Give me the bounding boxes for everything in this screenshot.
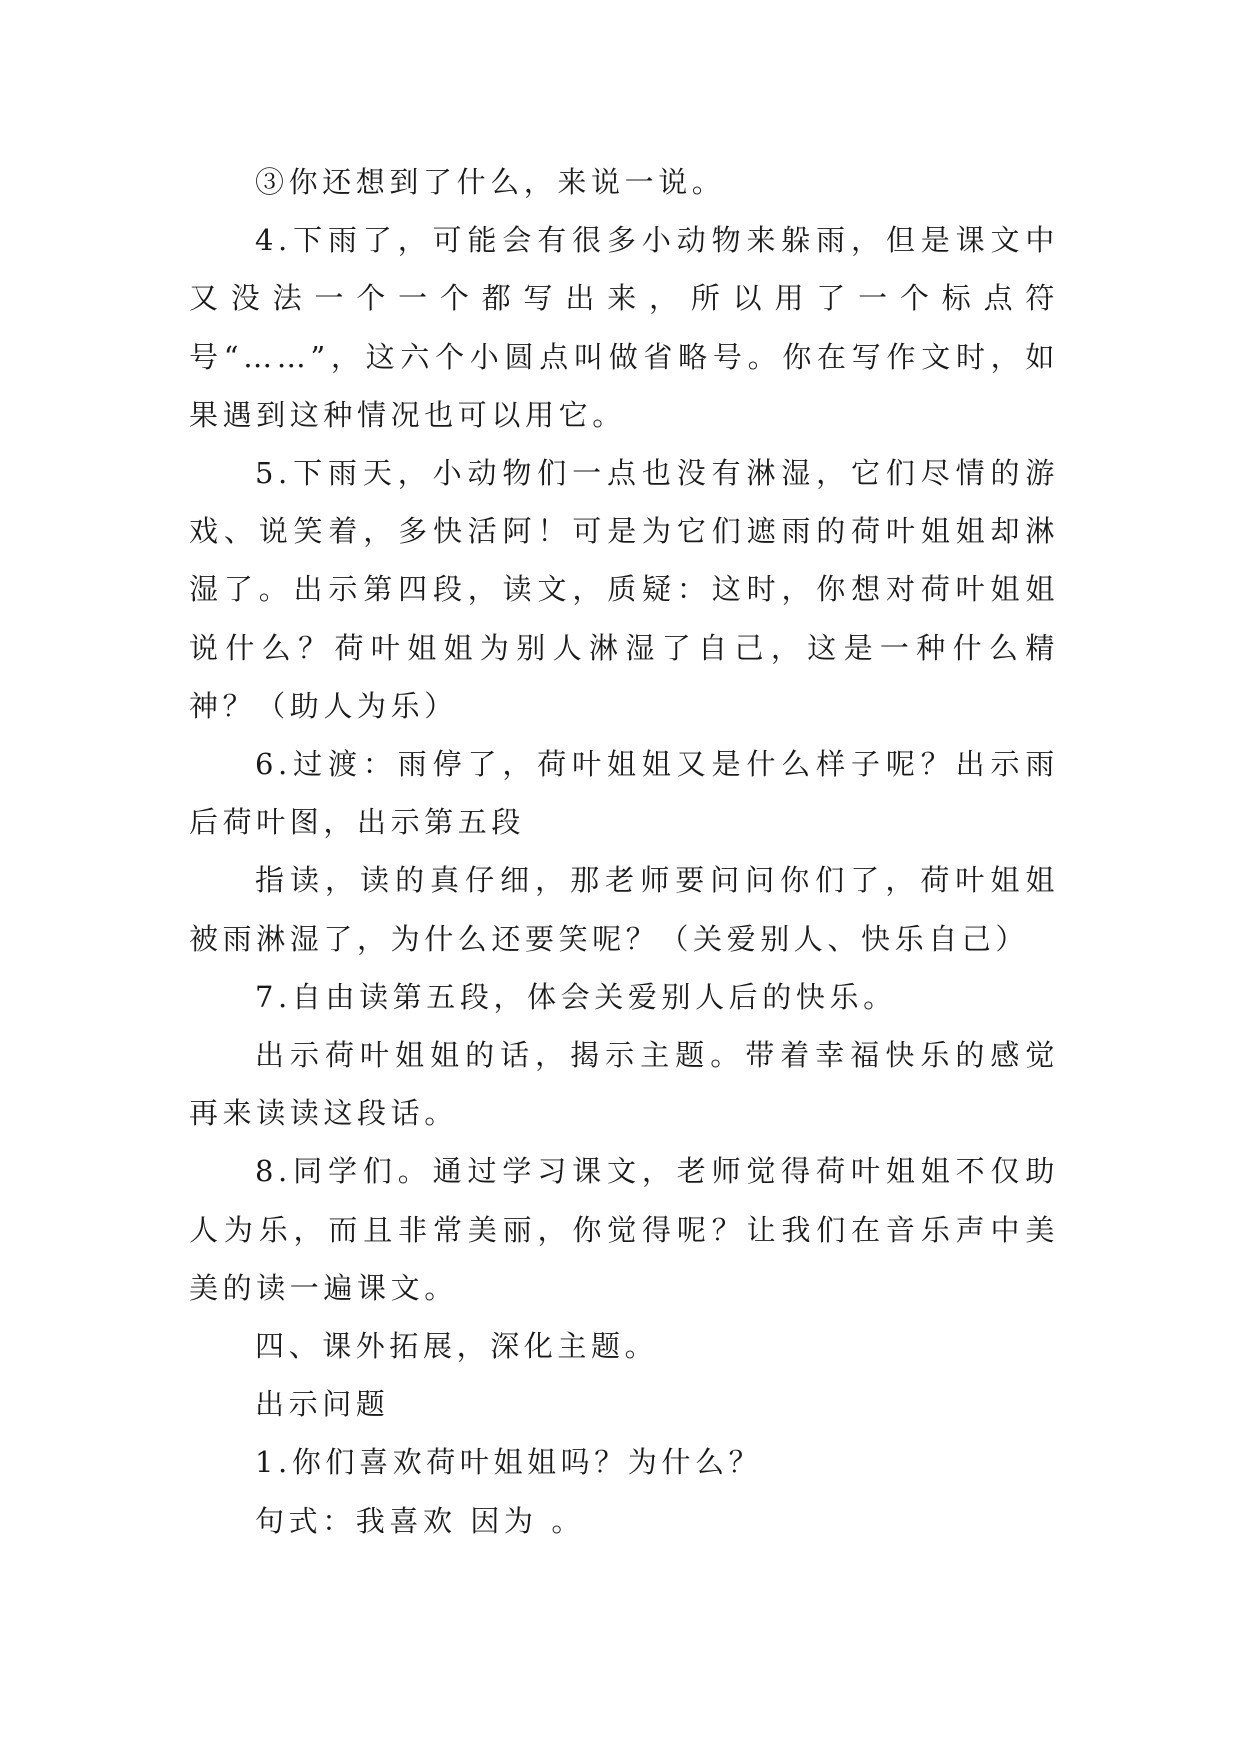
document-body	[189, 153, 1059, 1550]
paragraph-reveal-theme: 出示荷叶姐姐的话，揭示主题。带着幸福快乐的感觉再来读读这段话。	[189, 1038, 1059, 1131]
section-heading-extension: 四、课外拓展，深化主题。	[255, 1329, 659, 1364]
paragraph-think-more: ③你还想到了什么，来说一说。	[255, 165, 726, 199]
paragraph-guided-reading: 指读，读的真仔细，那老师要问问你们了，荷叶姐姐被雨淋湿了，为什么还要笑呢？（关爱别人、快乐自己）	[189, 863, 1059, 956]
paragraph-show-questions: 出示问题	[255, 1387, 390, 1422]
paragraph-step-5-rainy-day: 5.下雨天，小动物们一点也没有淋湿，它们尽情的游戏、说笑着，多快活阿！可是为它们遮雨的荷叶姐姐却淋湿了。出示第四段，读文，质疑：这时，你想对荷叶姐姐说什么？荷叶姐姐为别人淋湿了自己，这是一种什么精神？（助人为乐）	[189, 456, 1059, 723]
paragraph-step-6-transition: 6.过渡：雨停了，荷叶姐姐又是什么样子呢？出示雨后荷叶图，出示第五段	[189, 747, 1059, 840]
paragraph-question-1: 1.你们喜欢荷叶姐姐吗？为什么？	[255, 1445, 763, 1480]
paragraph-step-7-free-reading: 7.自由读第五段，体会关爱别人后的快乐。	[255, 979, 897, 1014]
paragraph-sentence-pattern: 句式：我喜欢 因为 。	[255, 1503, 586, 1538]
paragraph-step-4-ellipsis: 4.下雨了，可能会有很多小动物来躲雨，但是课文中又没法一个一个都写出来，所以用了一个标点符号“……”，这六个小圆点叫做省略号。你在写作文时，如果遇到这种情况也可以用它。	[189, 223, 1059, 432]
paragraph-step-8-classmates: 8.同学们。通过学习课文，老师觉得荷叶姐姐不仅助人为乐，而且非常美丽，你觉得呢？让我们在音乐声中美美的读一遍课文。	[189, 1154, 1059, 1305]
